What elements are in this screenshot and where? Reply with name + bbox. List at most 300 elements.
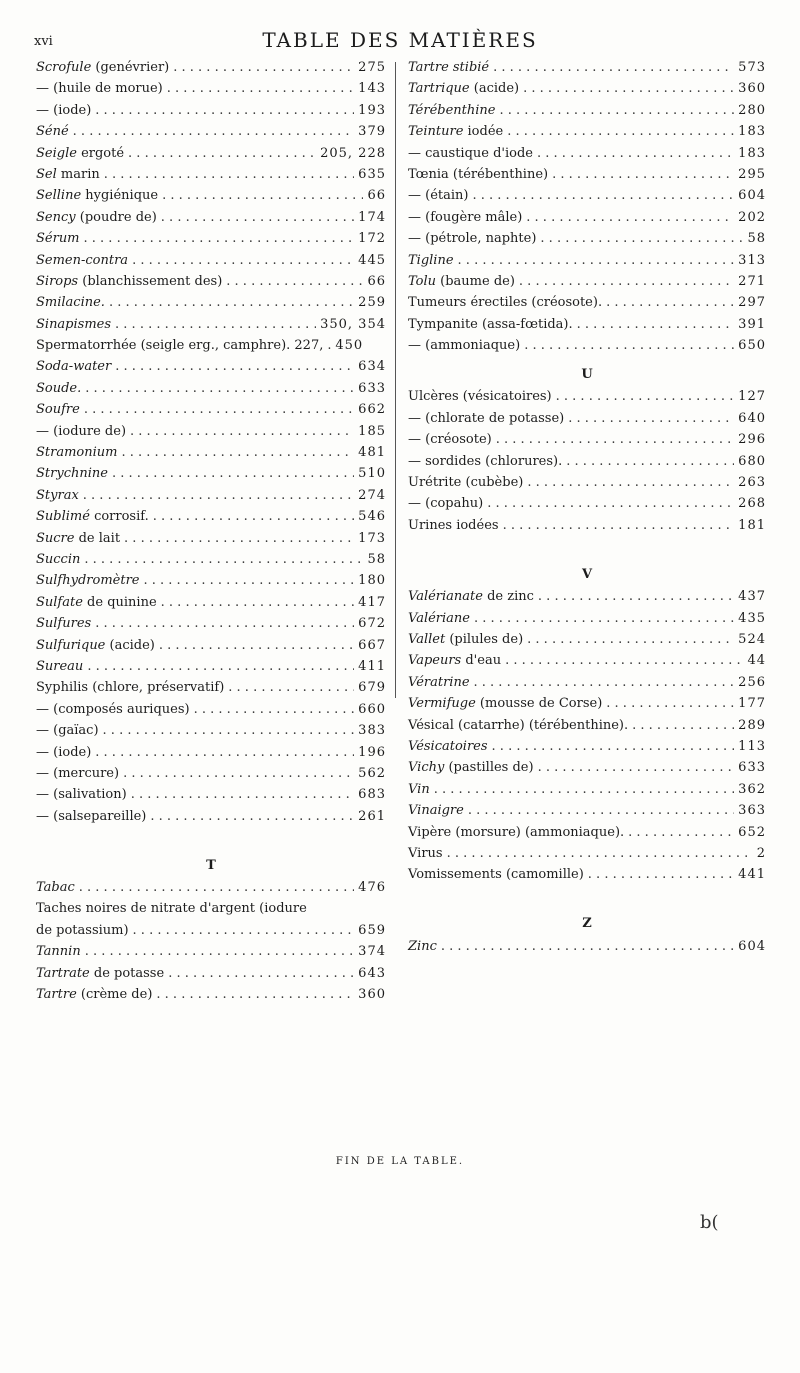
index-entry <box>36 923 386 944</box>
index-entry <box>36 188 386 209</box>
column-divider <box>395 62 396 698</box>
page-reference: 476 <box>358 880 386 896</box>
entry-term: Valériane <box>408 610 470 626</box>
spacer <box>36 830 386 850</box>
index-entry <box>408 295 766 316</box>
index-entry <box>36 659 386 680</box>
index-entry <box>36 702 386 723</box>
page-reference: 196 <box>358 744 386 760</box>
entry-term: Sinapismes <box>36 316 112 332</box>
leader-dots <box>447 846 753 861</box>
page-reference: 113 <box>738 738 766 754</box>
page-reference: 297 <box>738 295 766 311</box>
entry-label <box>36 680 224 695</box>
leader-dots <box>115 359 354 374</box>
leader-dots <box>434 782 734 797</box>
leader-dots <box>73 124 355 139</box>
page-reference: 58 <box>367 551 386 567</box>
page-reference: 259 <box>358 295 386 311</box>
entry-label <box>36 124 69 139</box>
entry-term: Sureau <box>36 658 84 674</box>
entry-text: de zinc <box>482 589 534 605</box>
leader-dots <box>95 103 354 118</box>
leader-dots <box>121 445 354 460</box>
left-column <box>36 60 386 1008</box>
page-reference: 445 <box>358 252 386 268</box>
entry-text: d'eau <box>461 653 502 669</box>
index-entry <box>36 552 386 573</box>
leader-dots <box>95 745 354 760</box>
page-reference: 44 <box>747 653 766 669</box>
entry-text: Tumeurs érectiles (créosote). <box>408 295 603 311</box>
page-reference: 383 <box>358 723 386 739</box>
index-entry <box>36 987 386 1008</box>
index-entry <box>36 616 386 637</box>
entry-label <box>36 723 99 738</box>
page-reference: 441 <box>738 867 766 883</box>
entry-label <box>408 81 519 96</box>
entry-text: — caustique d'iode <box>408 145 534 161</box>
page-reference: 177 <box>738 696 766 712</box>
index-entry <box>36 317 386 338</box>
entry-text: (poudre de) <box>75 209 157 225</box>
entry-term: Sency <box>36 209 76 225</box>
leader-dots <box>552 167 734 182</box>
index-entry <box>408 124 766 145</box>
entry-text: Tœnia (térébenthine) <box>408 166 549 182</box>
entry-label <box>36 231 80 246</box>
index-entry <box>36 880 386 901</box>
entry-label <box>36 638 155 653</box>
index-entry <box>36 944 386 965</box>
entry-text: — (iode) <box>36 744 92 760</box>
page-reference: 362 <box>738 781 766 797</box>
entry-label <box>36 987 152 1002</box>
entry-label <box>408 718 628 733</box>
page-reference: 659 <box>358 922 386 938</box>
entry-term: Vapeurs <box>408 653 462 669</box>
index-entry <box>36 901 386 922</box>
entry-text: Urétrite (cubèbe) <box>408 475 524 491</box>
page-reference: 172 <box>358 231 386 247</box>
entry-label <box>408 675 470 690</box>
index-entry <box>408 867 766 888</box>
entry-label <box>36 466 108 481</box>
entry-text: iodée <box>463 124 504 140</box>
index-entry <box>36 253 386 274</box>
entry-text: — (fougère mâle) <box>408 209 523 225</box>
leader-dots <box>133 923 355 938</box>
page-reference: 295 <box>738 166 766 182</box>
index-entry <box>36 595 386 616</box>
index-entry <box>36 745 386 766</box>
page-reference: 2 <box>756 845 766 861</box>
entry-label <box>36 745 91 760</box>
spacer <box>408 889 766 909</box>
entry-label <box>36 60 169 75</box>
entry-term: Sirops <box>36 273 79 289</box>
entry-text: Syphilis (chlore, préservatif) <box>36 680 225 696</box>
page-reference: 562 <box>358 765 386 781</box>
leader-dots <box>538 760 735 775</box>
entry-term: Tigline <box>408 252 454 268</box>
index-entry <box>408 782 766 803</box>
entry-label <box>36 595 157 610</box>
page-reference: 66 <box>367 188 386 204</box>
entry-label <box>408 167 548 182</box>
entry-label <box>36 659 83 674</box>
section-letter: U <box>581 366 593 382</box>
leader-dots <box>79 880 354 895</box>
entry-label <box>408 317 573 332</box>
index-entry <box>36 787 386 808</box>
entry-label <box>36 944 81 959</box>
entry-label <box>36 253 128 268</box>
index-entry <box>36 338 386 359</box>
page-reference: 202 <box>738 209 766 225</box>
entry-term: Sublimé <box>36 509 90 525</box>
entry-label <box>36 274 222 289</box>
index-entry <box>408 518 766 539</box>
entry-text: (mousse de Corse) <box>475 696 603 712</box>
leader-dots <box>527 475 734 490</box>
index-entry <box>36 531 386 552</box>
index-entry <box>408 939 766 960</box>
entry-term: Soda-water <box>36 359 112 375</box>
entry-label <box>408 295 602 310</box>
leader-dots <box>588 867 734 882</box>
index-entry <box>36 231 386 252</box>
index-entry <box>408 675 766 696</box>
entry-term: Térébenthine <box>408 102 496 118</box>
entry-text: (blanchissement des) <box>78 273 223 289</box>
index-entry <box>408 653 766 674</box>
entry-text: hygiénique <box>81 188 159 204</box>
entry-term: Vésicatoires <box>408 738 488 754</box>
entry-term: Tartrique <box>408 81 470 97</box>
page-reference: 374 <box>358 944 386 960</box>
entry-term: Selline <box>36 188 82 204</box>
index-entry <box>408 338 766 359</box>
page-reference: 481 <box>358 445 386 461</box>
entry-text: de quinine <box>82 594 157 610</box>
leader-dots <box>123 766 354 781</box>
entry-label <box>408 782 430 797</box>
page-reference: 263 <box>738 475 766 491</box>
page-reference: 289 <box>738 717 766 733</box>
section-letter: Z <box>582 916 592 932</box>
index-entry <box>408 188 766 209</box>
leader-dots <box>194 702 355 717</box>
leader-dots <box>606 696 734 711</box>
entry-label <box>36 901 307 916</box>
leader-dots <box>566 454 734 469</box>
entry-text: (genévrier) <box>91 60 170 75</box>
page-reference: 672 <box>358 616 386 632</box>
entry-label <box>36 787 127 802</box>
page-reference: 183 <box>738 145 766 161</box>
page-reference: 604 <box>738 938 766 954</box>
entry-term: Teinture <box>408 124 464 140</box>
page-reference: 411 <box>358 658 386 674</box>
entry-label <box>36 766 119 781</box>
leader-dots <box>153 509 354 524</box>
leader-dots <box>474 611 734 626</box>
page-reference: 296 <box>738 432 766 448</box>
index-entry <box>36 809 386 830</box>
entry-text: Vésical (catarrhe) (térébenthine). <box>408 717 629 733</box>
spacer <box>408 539 766 559</box>
entry-text: (acide) <box>469 81 520 97</box>
entry-text: — (salsepareille) <box>36 808 147 824</box>
entry-text: — (créosote) <box>408 432 492 448</box>
entry-label <box>408 653 501 668</box>
leader-dots <box>161 595 355 610</box>
entry-label <box>36 402 80 417</box>
page-reference: 173 <box>358 530 386 546</box>
entry-text: corrosif. <box>89 509 149 525</box>
page-number: xvi <box>34 34 53 49</box>
page-reference: 185 <box>358 423 386 439</box>
entry-term: Semen-contra <box>36 252 129 268</box>
entry-label <box>36 809 146 824</box>
leader-dots <box>487 496 734 511</box>
leader-dots <box>167 81 354 96</box>
page-reference: 524 <box>738 631 766 647</box>
entry-label <box>408 760 534 775</box>
index-entry <box>408 411 766 432</box>
entry-label <box>408 696 602 711</box>
entry-text: — (pétrole, naphte) <box>408 231 537 247</box>
index-entry <box>408 696 766 717</box>
page-reference: 363 <box>738 803 766 819</box>
index-entry <box>36 274 386 295</box>
entry-label <box>408 389 552 404</box>
entry-term: Vichy <box>408 760 445 776</box>
index-entry <box>36 488 386 509</box>
entry-label <box>36 295 105 310</box>
entry-label <box>408 632 523 647</box>
entry-label <box>36 552 80 567</box>
entry-text: Taches noires de nitrate d'argent (iodure <box>36 901 307 917</box>
entry-term: Tolu <box>408 273 437 289</box>
entry-label <box>36 146 124 161</box>
entry-label <box>408 589 534 604</box>
leader-dots <box>527 632 734 647</box>
leader-dots <box>606 295 734 310</box>
leader-dots <box>156 987 354 1002</box>
entry-text: marin <box>56 166 100 182</box>
entry-label <box>408 103 495 118</box>
index-entry <box>36 573 386 594</box>
entry-label <box>36 381 81 396</box>
index-entry <box>408 760 766 781</box>
page-reference: 256 <box>738 674 766 690</box>
entry-label <box>36 702 190 717</box>
index-entry <box>36 680 386 701</box>
index-entry <box>408 846 766 867</box>
entry-text: (pilules de) <box>445 631 524 647</box>
index-entry <box>408 81 766 102</box>
entry-term: Zinc <box>408 938 437 954</box>
leader-dots <box>493 60 734 75</box>
leader-dots <box>83 488 354 503</box>
leader-dots <box>161 210 354 225</box>
entry-term: Valérianate <box>408 589 483 605</box>
handwritten-mark: b( <box>700 1212 719 1233</box>
index-entry <box>408 253 766 274</box>
leader-dots <box>150 809 354 824</box>
entry-term: Sel <box>36 166 57 182</box>
entry-text: de potasse <box>89 965 165 981</box>
index-entry <box>36 124 386 145</box>
page-reference: 510 <box>358 466 386 482</box>
index-entry <box>408 432 766 453</box>
page-reference: 127 <box>738 389 766 405</box>
entry-text: de potassium) <box>36 922 129 938</box>
index-entry <box>408 611 766 632</box>
page-reference: 379 <box>358 124 386 140</box>
index-entry <box>408 589 766 610</box>
index-entry <box>408 167 766 188</box>
entry-label <box>36 531 120 546</box>
index-entry <box>36 103 386 124</box>
entry-text: — (iodure de) <box>36 423 127 439</box>
entry-term: Tartre <box>36 987 77 1003</box>
leader-dots <box>84 402 354 417</box>
page-reference: 679 <box>358 680 386 696</box>
index-entry <box>408 825 766 846</box>
index-entry <box>36 766 386 787</box>
entry-label <box>408 739 488 754</box>
leader-dots <box>130 424 354 439</box>
page-reference: 275 <box>358 60 386 75</box>
page-reference: 633 <box>358 380 386 396</box>
entry-term: Scrofule <box>36 60 92 75</box>
leader-dots <box>228 680 354 695</box>
entry-text: Urines iodées <box>408 517 499 533</box>
page-reference: 391 <box>738 316 766 332</box>
entry-text: ergoté <box>76 145 125 161</box>
page-reference: 634 <box>358 359 386 375</box>
index-entry <box>36 210 386 231</box>
page-reference: 66 <box>367 273 386 289</box>
index-entry <box>36 81 386 102</box>
entry-term: Styrax <box>36 487 79 503</box>
page-reference: 350, 354 <box>320 316 386 332</box>
leader-dots <box>496 432 734 447</box>
index-entry <box>36 466 386 487</box>
page-reference: 683 <box>358 787 386 803</box>
leader-dots <box>524 338 734 353</box>
entry-label <box>408 188 468 203</box>
entry-text: (crème de) <box>76 987 153 1003</box>
page-reference: 417 <box>358 594 386 610</box>
entry-text: (acide) <box>105 637 155 653</box>
entry-text: — (ammoniaque) <box>408 338 521 354</box>
leader-dots <box>505 653 743 668</box>
end-of-table-note: FIN DE LA TABLE. <box>335 1156 465 1167</box>
index-entry <box>36 60 386 81</box>
index-entry <box>408 146 766 167</box>
entry-label <box>408 803 464 818</box>
entry-label <box>36 81 163 96</box>
entry-label <box>36 424 126 439</box>
index-entry <box>36 445 386 466</box>
page-reference: 271 <box>738 273 766 289</box>
index-entry <box>408 210 766 231</box>
entry-label <box>408 146 533 161</box>
entry-term: Soufre <box>36 402 80 418</box>
entry-term: Strychnine <box>36 466 108 482</box>
leader-dots <box>104 167 354 182</box>
leader-dots <box>103 723 355 738</box>
page-reference: 193 <box>358 102 386 118</box>
leader-dots <box>173 60 354 75</box>
page-reference: 261 <box>358 808 386 824</box>
entry-term: Seigle <box>36 145 77 161</box>
page-reference: 660 <box>358 701 386 717</box>
leader-dots <box>540 231 743 246</box>
leader-dots <box>523 81 734 96</box>
entry-text: — (huile de morue) <box>36 81 163 97</box>
entry-text: Vipère (morsure) (ammoniaque). <box>408 824 625 840</box>
entry-label <box>408 496 483 511</box>
page-reference: 667 <box>358 637 386 653</box>
page-reference: 633 <box>738 760 766 776</box>
page-reference: 360 <box>358 987 386 1003</box>
index-entry <box>36 381 386 402</box>
entry-term: Vinaigre <box>408 803 464 819</box>
leader-dots <box>537 146 734 161</box>
page-reference: 450 <box>335 338 364 354</box>
index-entry <box>408 496 766 517</box>
page-reference: 643 <box>358 965 386 981</box>
page-reference: 650 <box>738 338 766 354</box>
leader-dots <box>632 718 734 733</box>
section-letter: V <box>581 566 593 582</box>
page-reference: 635 <box>358 166 386 182</box>
entry-text: Tympanite (assa-fœtida). <box>408 316 573 332</box>
page-reference: 652 <box>738 824 766 840</box>
index-entry <box>408 60 766 81</box>
entry-text: de lait <box>74 530 121 546</box>
entry-text: (pastilles de) <box>444 760 534 776</box>
page-reference: 360 <box>738 81 766 97</box>
page-reference: 546 <box>358 509 386 525</box>
page-title: TABLE DES MATIÈRES <box>262 28 538 52</box>
entry-term: Tannin <box>36 944 81 960</box>
entry-term: Sucre <box>36 530 75 546</box>
page-reference: 181 <box>738 517 766 533</box>
page-reference: 313 <box>738 252 766 268</box>
leader-dots <box>124 531 354 546</box>
leader-dots <box>84 231 355 246</box>
entry-label <box>408 846 443 861</box>
index-entry <box>408 454 766 475</box>
index-entry <box>36 638 386 659</box>
entry-label <box>36 616 91 631</box>
entry-label <box>408 518 499 533</box>
index-entry <box>408 274 766 295</box>
page-reference: 174 <box>358 209 386 225</box>
entry-text: (baume de) <box>436 273 515 289</box>
index-entry <box>408 718 766 739</box>
entry-term: Vallet <box>408 631 446 647</box>
entry-label <box>408 411 564 426</box>
entry-label <box>36 880 75 895</box>
index-entry <box>36 509 386 530</box>
